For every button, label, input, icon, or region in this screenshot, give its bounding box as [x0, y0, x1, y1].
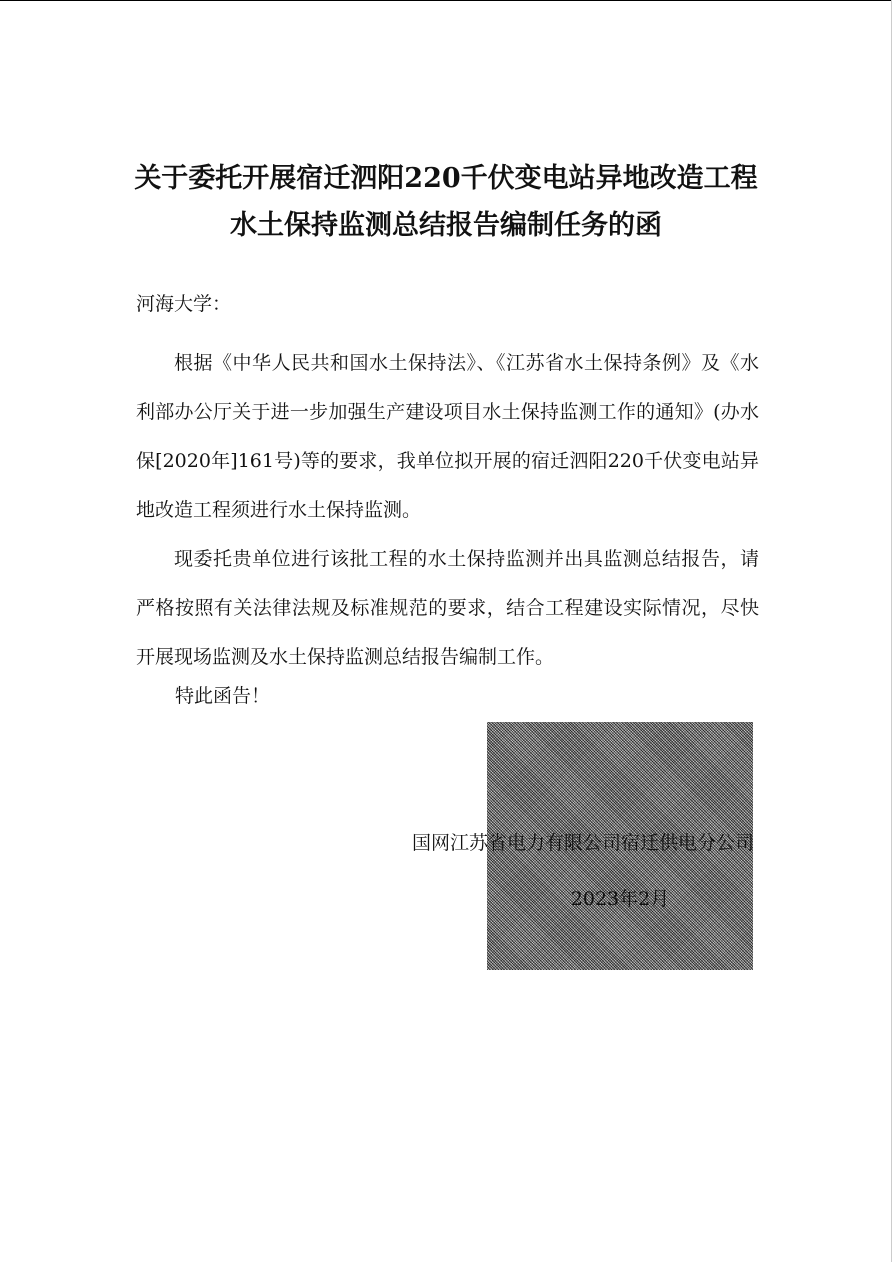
signer-organization: 国网江苏省电力有限公司宿迁供电分公司 — [411, 832, 754, 854]
closing-remark: 特此函告！ — [175, 685, 271, 707]
body-paragraph-2: 现委托贵单位进行该批工程的水土保持监测并出具监测总结报告，请严格按照有关法律法规及标准规范的要求，结合工程建设实际情况，尽快开展现场监测及水土保持监测总结报告编制工作。 — [136, 548, 759, 668]
signature-date: 2023年2月 — [570, 888, 670, 910]
document-title-line-2: 水土保持监测总结报告编制任务的函 — [230, 210, 662, 241]
salutation: 河海大学： — [136, 293, 232, 315]
page-top-border — [0, 0, 892, 1]
body-paragraph-1: 根据《中华人民共和国水土保持法》、《江苏省水土保持条例》及《水利部办公厅关于进一步加强生产建设项目水土保持监测工作的通知》(办水保[2020年]161号)等的要求，我单位拟开展的宿迁泗阳220千伏变电站异地改造工程须进行水土保持监测。 — [136, 352, 759, 521]
document-title-line-1: 关于委托开展宿迁泗阳220千伏变电站异地改造工程 — [134, 163, 758, 194]
